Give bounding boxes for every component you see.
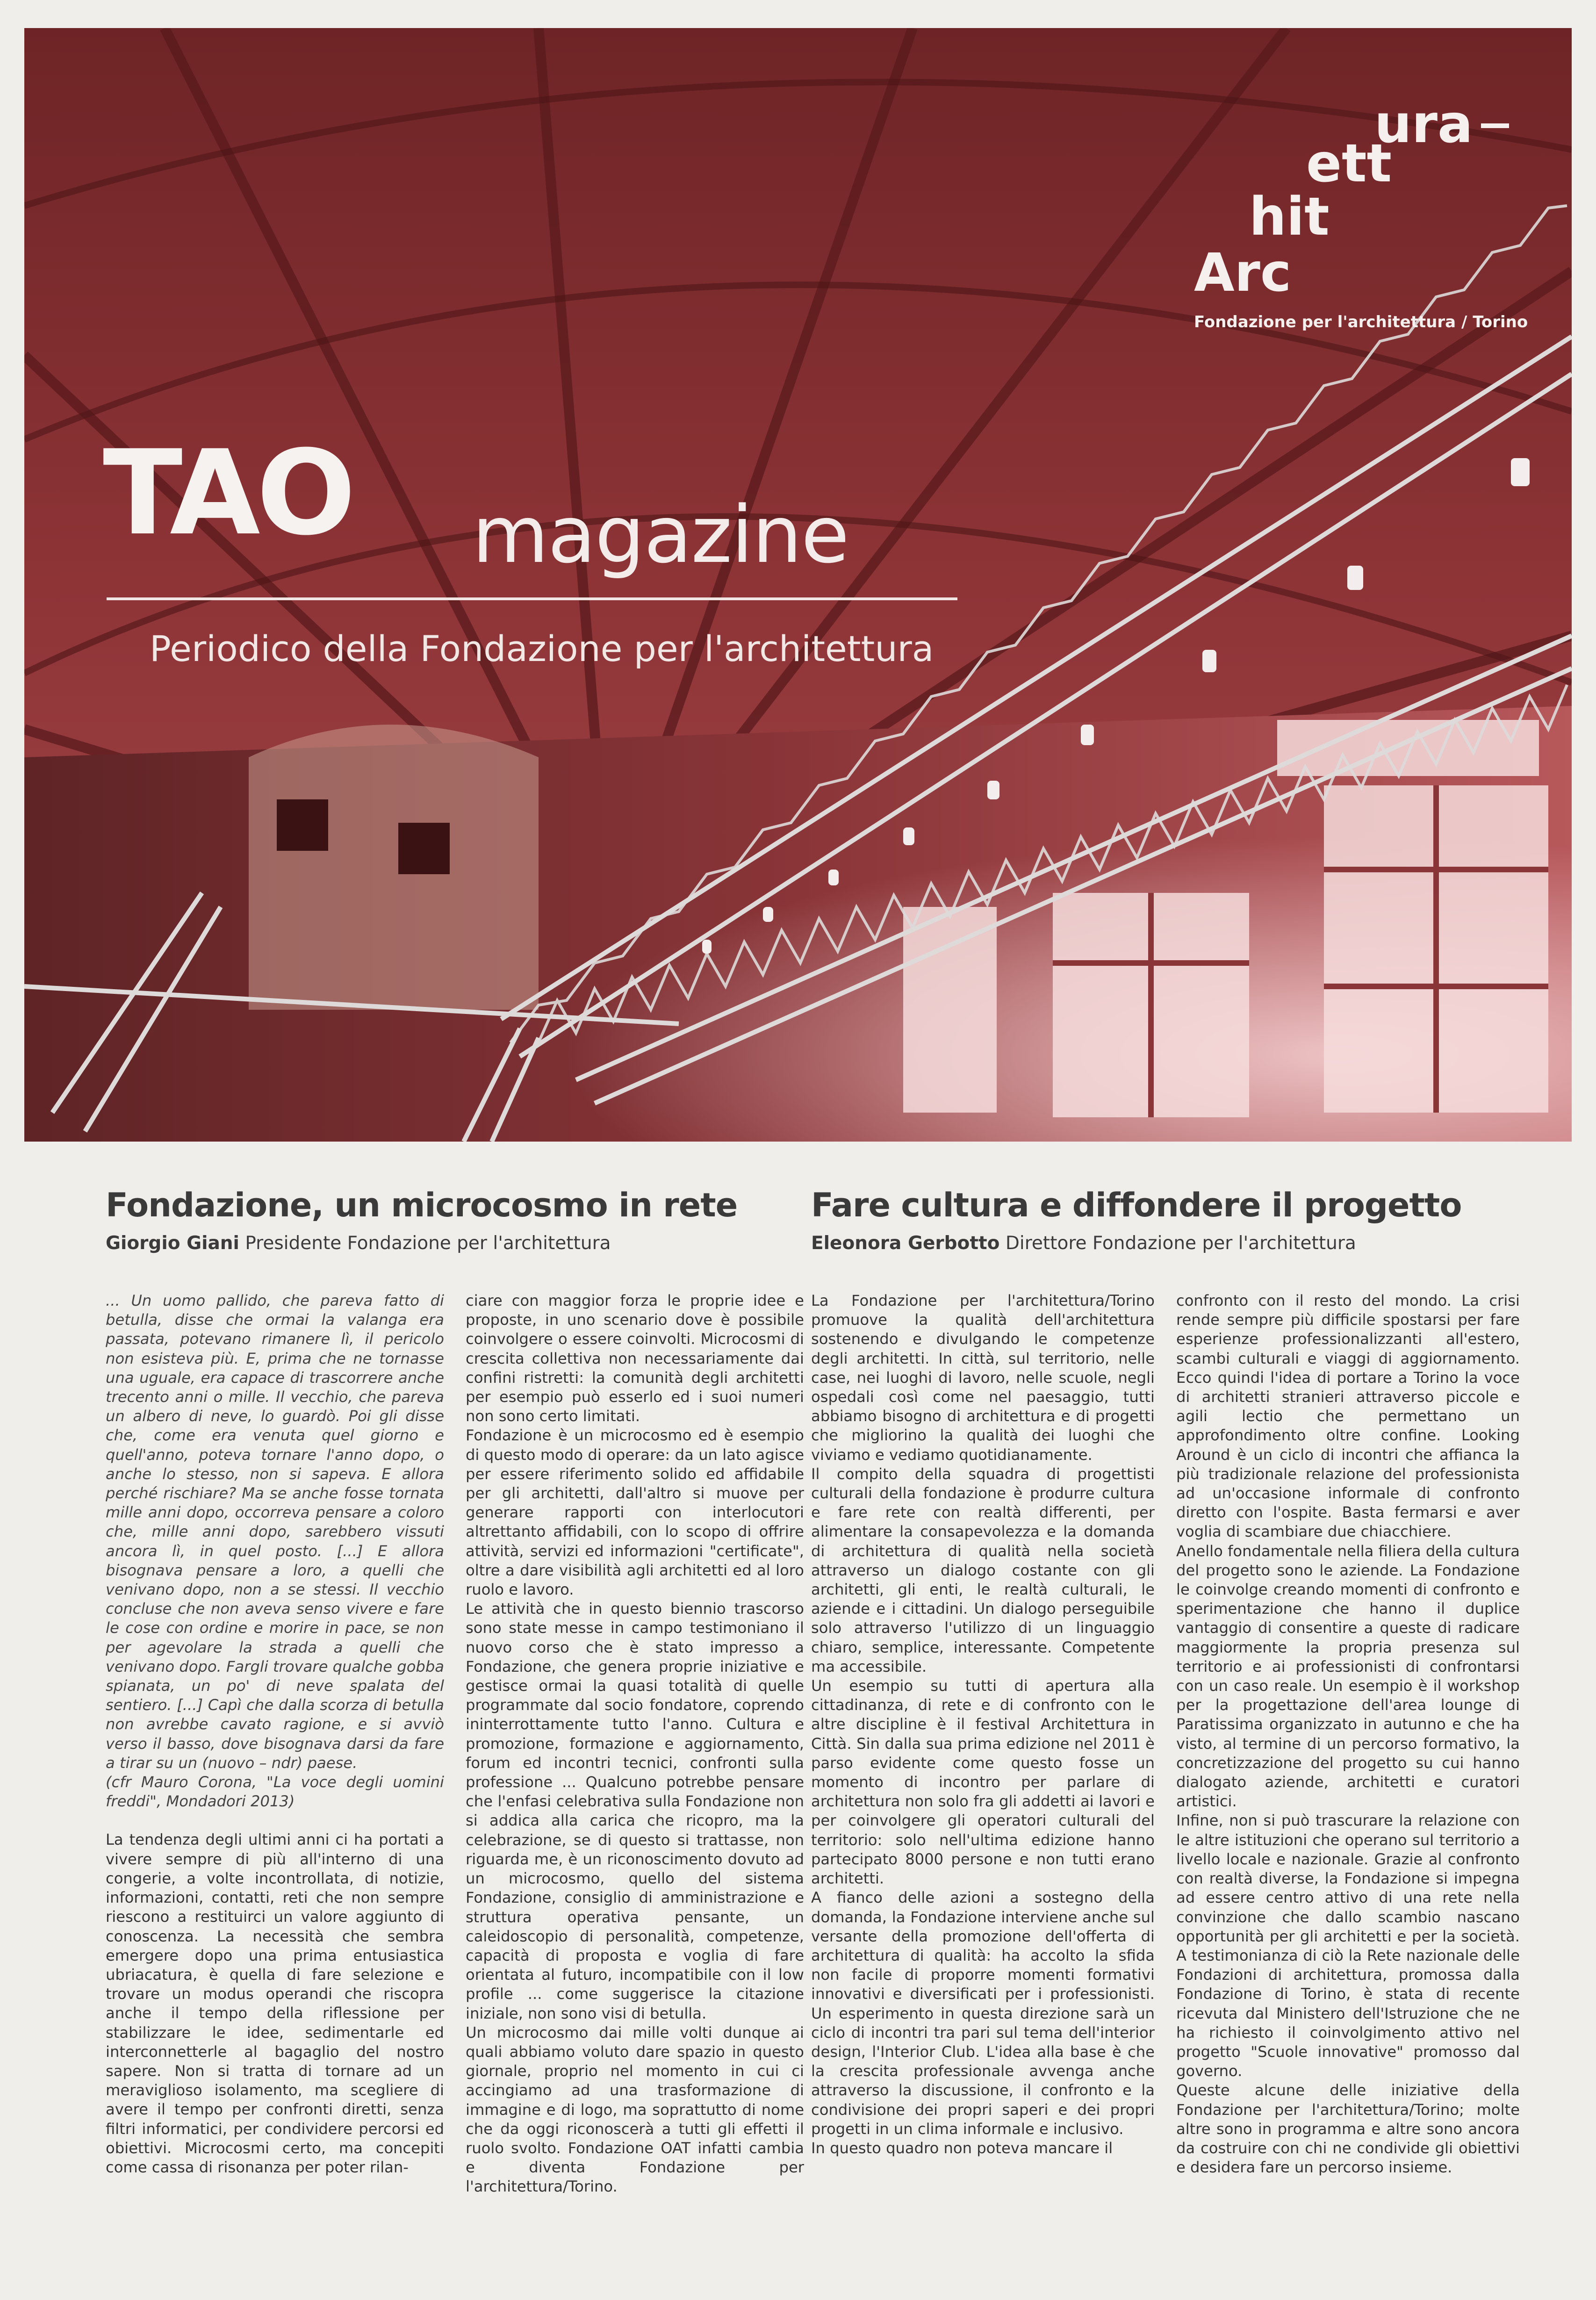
- paragraph: ciare con maggior forza le proprie idee e proposte, in uno scenario dove è possibile coinvolgere o essere coinvolti. Microcosmi di crescita collettiva non necessariamente dai confini ristretti: la comunità degli architetti per esempio può esserlo ed i suoi numeri non sono certo limitati.: [466, 1292, 804, 1425]
- article-fare-cultura: [811, 1186, 1522, 2177]
- paragraph: Il compito della squadra di progettisti culturali della fondazione è produrre cultura e fare rete con realtà differenti, per alimentare la consapevolezza e la domanda di architettura di qualità nella società attraverso un dialogo costante con gli architetti, gli enti, le realtà culturali, le aziende e i cittadini. Un dialogo perseguibile solo attraverso l'utilizzo di un linguaggio chiaro, semplice, interessante. Competente ma accessibile.: [811, 1465, 1155, 1675]
- logo-foundation-name: Fondazione per l'architettura / Torino: [1194, 313, 1528, 331]
- cover-photo: [24, 28, 1572, 1142]
- masthead-tao: TAO: [103, 425, 352, 561]
- paragraph: In questo quadro non poteva mancare il: [811, 2139, 1113, 2157]
- paragraph: La tendenza degli ultimi anni ci ha portati a vivere sempre di più all'interno di una congerie, a volte incontrollata, di notizie, informazioni, contatti, reti che non sempre riescono a restituirci un valore aggiunto di conoscenza. La necessità che sembra emergere dopo una prima entusiastica ubriacatura, è quella di fare selezione e trovare un modus operandi che riscopra anche il tempo della riflessione per stabilizzare le idee, sedimentarle ed interconnetterle al bagaglio del nostro sapere. Non si tratta di tornare ad un meraviglioso isolamento, ma scegliere di avere il tempo per confronti diretti, senza filtri informatici, per condividere percorsi ed obiettivi. Microcosmi certo, ma concepiti come cassa di risonanza per poter rilan-: [106, 1831, 444, 2176]
- author-name: Eleonora Gerbotto: [811, 1233, 1000, 1254]
- paragraph: Fondazione è un microcosmo ed è esempio di questo modo di operare: da un lato agisce per essere riferimento solido ed affidabile per gli architetti, dall'altro si muove per generare rapporti con interlocutori altrettanto affidabili, con lo scopo di offrire attività, servizi ed informazioni "certificate", oltre a dare visibilità agli architetti ed al loro ruolo e lavoro.: [466, 1426, 804, 1599]
- paragraph: confronto con il resto del mondo. La crisi rende sempre più difficile spostarsi per fare esperienze professionalizzanti all'estero, scambi culturali e viaggi di aggiornamento. Ecco quindi l'idea di portare a Torino la voce di architetti stranieri attraverso piccole e agili lectio che permettano un approfondimento oltre confine. Looking Around è un ciclo di incontri che affianca la più tradizionale relazione del professionista ad un'occasione informale di confronto diretto con l'ospite. Basta fermarsi e aver voglia di scambiare due chiacchiere.: [1176, 1292, 1520, 1541]
- masthead-subtitle: Periodico della Fondazione per l'architettura: [150, 628, 934, 669]
- article-fondazione-microcosmo: [106, 1186, 805, 2196]
- author-role: Presidente Fondazione per l'architettura: [245, 1233, 611, 1254]
- paragraph: A fianco delle azioni a sostegno della domanda, la Fondazione interviene anche sul versante della promozione dell'offerta di architettura di qualità: ha accolto la sfida non facile di proporre momenti formativi innovativi e diversificati per i professionisti. Un esperimento in questa direzione sarà un ciclo di incontri tra pari sul tema dell'interior design, l'Interior Club. L'idea alla base è che la crescita professionale avvenga anche attraverso la discussione, il confronto e la condivisione dei propri saperi e dei propri progetti in un clima informale e inclusivo.: [811, 1889, 1155, 2138]
- logo-dash: [1481, 123, 1509, 128]
- article-column-2: [466, 1291, 804, 2197]
- paragraph: Anello fondamentale nella filiera della cultura del progetto sono le aziende. La Fondazione le coinvolge creando momenti di confronto e sperimentazione che hanno il duplice vantaggio di consentire a queste di radicare maggiormente la propria presenza sul territorio e ai professionisti di confrontarsi con un caso reale. Un esempio è il workshop per la progettazione dell'area lounge di Paratissima organizzato in autunno e che ha visto, al termine di un percorso formativo, la concretizzazione del progetto su cui hanno dialogato aziende, architetti e curatori artistici.: [1176, 1542, 1520, 1811]
- logo-line-ett: ett: [1306, 133, 1392, 194]
- logo-line-ura: ura: [1374, 94, 1473, 155]
- logo-line-hit: hit: [1249, 187, 1330, 247]
- opening-quote: ... Un uomo pallido, che pareva fatto di betulla, disse che ormai la valanga era passata, potevano rimanere lì, il pericolo non esisteva più. E, prima che ne tornasse una uguale, era capace di trascorrere anche trecento anni o mille. Il vecchio, che pareva un albero di neve, lo guardò. Poi gli disse che, come era venuta quel giorno e quell'anno, poteva tornare l'anno dopo, o anche lo stesso, non si sapeva. E allora perché rischiare? Ma se anche fosse tornata mille anni dopo, occorreva pensare a coloro che, mille anni dopo, sarebbero vissuti ancora lì, in quel posto. [...] E allora bisognava pensare a loro, a quelli che venivano dopo, non a se stessi. Il vecchio concluse che non aveva senso vivere e fare le cose con ordine e morire in pace, se non per agevolare la strada a quelli che venivano dopo. Fargli trovare qualche gobba spianata, un po' di neve spalata del sentiero. [...] Capì che dalla scorza di betulla non avrebbe cavato ragione, e si avviò verso il basso, dove bisognava darsi da fare a tirar su un (nuovo – ndr) paese.: [106, 1292, 444, 1772]
- paragraph: Le attività che in questo biennio trascorso sono state messe in campo testimoniano il nuovo corso che è stato impresso a Fondazione, che genera proprie iniziative e gestisce ormai la quasi totalità di quelle programmate dal socio fondatore, coprendo ininterrottamente tutto l'anno. Cultura e promozione, formazione e aggiornamento, forum ed incontri tecnici, confronti sulla professione ... Qualcuno potrebbe pensare che l'enfasi celebrativa sulla Fondazione non si addica alla carica che ricopro, ma la celebrazione, se di questo si trattasse, non riguarda me, è un riconoscimento dovuto ad un microcosmo, quello del sistema Fondazione, consiglio di amministrazione e struttura operativa pensante, un caleidoscopio di personalità, competenze, capacità di proposta e voglia di fare orientata al futuro, incompatibile con il low profile ... come suggerisce la citazione iniziale, non sono visi di betulla.: [466, 1600, 804, 2022]
- article-headline: Fondazione, un microcosmo in rete: [106, 1186, 738, 1224]
- article-columns: [811, 1291, 1520, 2177]
- author-role: Direttore Fondazione per l'architettura: [1005, 1233, 1356, 1254]
- article-headline: Fare cultura e diffondere il progetto: [811, 1186, 1462, 1224]
- architettura-logo: [1184, 94, 1539, 374]
- article-column-1: [106, 1291, 444, 2197]
- quote-source: (cfr Mauro Corona, "La voce degli uomini freddi", Mondadori 2013): [106, 1773, 444, 1811]
- paragraph: Un microcosmo dai mille volti dunque ai quali abbiamo voluto dare spazio in questo giornale, proprio nel momento in cui ci accingiamo ad una trasformazione di immagine e di logo, ma soprattutto di nome che da oggi riconoscerà a tutti gli effetti il ruolo svolto. Fondazione OAT infatti cambia e diventa Fondazione per l'architettura/Torino.: [466, 2023, 804, 2196]
- masthead-divider: [107, 597, 957, 600]
- paragraph: Infine, non si può trascurare la relazione con le altre istituzioni che operano sul territorio a livello locale e nazionale. Grazie al confronto con realtà diverse, la Fondazione si impegna ad essere centro attivo di una rete nella convinzione che dallo scambio nascano opportunità per gli architetti e per la società. A testimonianza di ciò la Rete nazionale delle Fondazioni di architettura, promossa dalla Fondazione di Torino, è stata di recente ricevuta dal Ministero dell'Istruzione che ne ha richiesto il coinvolgimento attivo nel progetto "Scuole innovative" promosso dal governo.: [1176, 1811, 1520, 2080]
- paragraph: Un esempio su tutti di apertura alla cittadinanza, di rete e di confronto con le altre discipline è il festival Architettura in Città. Sin dalla sua prima edizione nel 2011 è parso evidente come questo fosse un momento di incontro per parlare di architettura non solo fra gli addetti ai lavori e per coinvolgere gli operatori culturali del territorio: solo nell'ultima edizione hanno partecipato 8000 persone e non tutti erano architetti.: [811, 1677, 1155, 1888]
- paragraph: Queste alcune delle iniziative della Fondazione per l'architettura/Torino; molte altre sono in programma e altre sono ancora da costruire con chi ne condivide gli obiettivi e desidera fare un percorso insieme.: [1176, 2081, 1520, 2177]
- paragraph: La Fondazione per l'architettura/Torino promuove la qualità dell'architettura sostenendo e divulgando le competenze degli architetti. In città, sul territorio, nelle case, nei luoghi di lavoro, nelle scuole, negli ospedali così come nel paesaggio, tutti abbiamo bisogno di architettura e di progetti che migliorino la qualità dei luoghi che viviamo e vediamo quotidianamente.: [811, 1292, 1155, 1464]
- article-column-1: [811, 1291, 1155, 2177]
- logo-line-arc: Arc: [1194, 243, 1292, 303]
- article-columns: [106, 1291, 804, 2197]
- masthead-magazine: magazine: [472, 489, 848, 581]
- article-column-2: [1176, 1291, 1520, 2177]
- author-name: Giorgio Giani: [106, 1233, 239, 1254]
- article-byline: [106, 1233, 805, 1254]
- article-byline: [811, 1233, 1522, 1254]
